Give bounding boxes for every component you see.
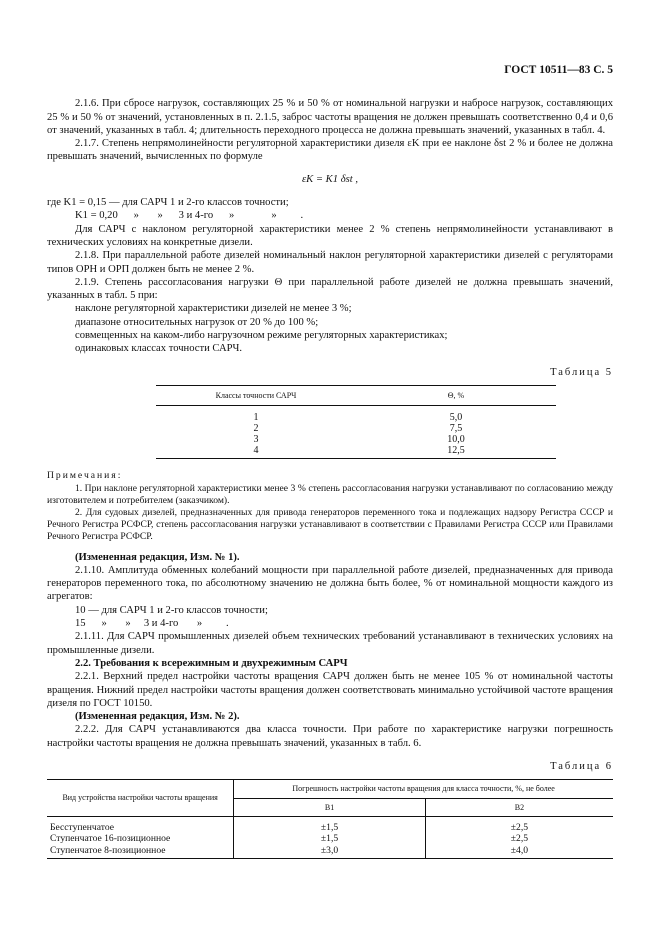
table6-caption: Таблица 6 bbox=[550, 760, 613, 772]
amendment-note-1: (Измененная редакция, Изм. № 1). bbox=[75, 551, 240, 563]
table5-cell-class: 1 bbox=[253, 412, 259, 424]
section-2-2-heading: 2.2. Требования к всережимным и двухрежимным САРЧ bbox=[75, 657, 348, 669]
clause-2-1-6: 2.1.6. При сбросе нагрузок, составляющих 25 % и 50 % от номинальной нагрузки и набросе нагрузок, составляющих 25 % и 50 % от значений, установленных в п. 2.1.5, заброс частоты вращения не должен превышать соответственно 0,4 и 0,6 от значений, указанных в табл. 4; длительность переходного процесса не должна превышать значений, указанных в табл. 4. bbox=[47, 98, 613, 136]
table6-cell-b2: ±2,5 bbox=[425, 833, 613, 845]
condition-item: наклоне регуляторной характеристики дизелей не менее 3 %; bbox=[75, 303, 352, 315]
amendment-note-2: (Измененная редакция, Изм. № 2). bbox=[75, 711, 240, 723]
table-row bbox=[47, 816, 613, 833]
table6-header-b1 bbox=[234, 798, 426, 816]
table6-header-error: Погрешность настройки частоты вращения для класса точности, %, не более bbox=[234, 780, 613, 798]
table-5 bbox=[156, 385, 556, 459]
notes-title: Примечания: bbox=[47, 470, 123, 482]
table5-cell-class: 3 bbox=[253, 434, 259, 446]
table-row bbox=[156, 445, 556, 459]
table6-cell-b2: ±2,5 bbox=[425, 816, 613, 833]
table-row bbox=[156, 406, 556, 424]
table5-caption: Таблица 5 bbox=[550, 366, 613, 378]
clause-2-2-1: 2.2.1. Верхний предел настройки частоты вращения САРЧ должен быть не менее 105 % от номинальной частоты вращения. Нижний предел настройки частоты вращения должен соответствовать минимально устойчивой частоте вращения дизеля по ГОСТ 10150. bbox=[47, 671, 613, 709]
clause-2-1-8: 2.1.8. При параллельной работе дизелей номинальный наклон регуляторной характеристики дизелей с регуляторами типов ОРН и ОРП должен быть не менее 2 %. bbox=[47, 250, 613, 275]
table6-cell-b1: ±1,5 bbox=[234, 833, 426, 845]
formula: εK = K1 δst , bbox=[302, 173, 358, 185]
table6-cell-device: Ступенчатое 8-позиционное bbox=[47, 845, 234, 859]
table5-cell-theta: 5,0 bbox=[449, 412, 463, 424]
formula-where-2: K1 = 0,20 » » 3 и 4-го » » . bbox=[75, 210, 304, 222]
note-1: 1. При наклоне регуляторной характеристики менее 3 % степень рассогласования нагрузки устанавливают по согласованию между изготовителем и потребителем (заказчиком). bbox=[47, 482, 613, 506]
table6-cell-b1: ±3,0 bbox=[234, 845, 426, 859]
condition-item: совмещенных на каком-либо нагрузочном режиме регуляторных характеристиках; bbox=[75, 330, 448, 342]
table6-cell-device: Ступенчатое 16-позиционное bbox=[50, 833, 171, 845]
amplitude-item: 15 » » 3 и 4-го » . bbox=[75, 618, 229, 630]
table6-header-b1-label: В1 bbox=[324, 802, 335, 812]
table-row bbox=[47, 845, 613, 859]
condition-item: диапазоне относительных нагрузок от 20 % до 100 %; bbox=[75, 316, 319, 328]
clause-2-2-2: 2.2.2. Для САРЧ устанавливаются два класса точности. При работе по характеристике нагрузки погрешность настройки частоты вращения не должна превышать значений, указанных в табл. 6. bbox=[47, 724, 613, 749]
table5-cell-class: 2 bbox=[253, 423, 259, 435]
page-header: ГОСТ 10511—83 С. 5 bbox=[504, 64, 613, 76]
formula-where-1: где K1 = 0,15 — для САРЧ 1 и 2-го классов точности; bbox=[47, 197, 289, 209]
table5-cell-theta: 12,5 bbox=[356, 445, 556, 459]
clause-2-1-7-note: Для САРЧ с наклоном регуляторной характеристики менее 2 % степень непрямолинейности устанавливают в технических условиях на конкретные дизели. bbox=[47, 223, 613, 248]
table-row bbox=[156, 434, 556, 445]
table6-cell-b1: ±1,5 bbox=[234, 816, 426, 833]
clause-2-1-11: 2.1.11. Для САРЧ промышленных дизелей объем технических требований устанавливают в технических условиях на промышленные дизели. bbox=[47, 631, 613, 656]
clause-2-1-7: 2.1.7. Степень непрямолинейности регуляторной характеристики дизеля εK при ее наклоне δst 2 % и более не должна превышать значений, вычисленных по формуле bbox=[47, 138, 613, 163]
table-6 bbox=[47, 779, 613, 859]
table6-header-b2 bbox=[425, 798, 613, 816]
table6-cell-b2: ±4,0 bbox=[425, 845, 613, 859]
table5-header-theta: Θ, % bbox=[356, 385, 556, 405]
table6-header-b2-label: В2 bbox=[514, 802, 525, 812]
clause-2-1-10: 2.1.10. Амплитуда обменных колебаний мощности при параллельной работе дизелей, предназначенных для привода генераторов переменного тока, по абсолютному значению не должна быть более, % от номинальной мощности каждого из агрегатов: bbox=[47, 564, 613, 603]
table-row bbox=[47, 833, 613, 845]
table-row bbox=[156, 423, 556, 434]
table5-cell-theta: 10,0 bbox=[447, 434, 465, 446]
table5-header-class: Классы точности САРЧ bbox=[156, 385, 356, 405]
clause-2-1-9: 2.1.9. Степень рассогласования нагрузки Θ при параллельной работе дизелей не должна превышать значений, указанных в табл. 5 при: bbox=[47, 276, 613, 302]
document-page bbox=[47, 64, 613, 859]
condition-item: одинаковых классах точности САРЧ. bbox=[75, 343, 243, 355]
amplitude-item: 10 — для САРЧ 1 и 2-го классов точности; bbox=[75, 604, 268, 616]
table5-cell-class: 4 bbox=[156, 445, 356, 459]
table6-header-device: Вид устройства настройки частоты вращения bbox=[47, 780, 234, 817]
note-2: 2. Для судовых дизелей, предназначенных для привода генераторов переменного тока и подлежащих надзору Регистра СССР и Речного Регистра РСФСР, степень рассогласования нагрузки устанавливают в соответствии с Правилами Регистра СССР или Правилами Речного Регистра РСФСР. bbox=[47, 506, 613, 542]
table5-cell-theta: 7,5 bbox=[449, 423, 463, 435]
table6-cell-device: Бесступенчатое bbox=[50, 821, 114, 833]
